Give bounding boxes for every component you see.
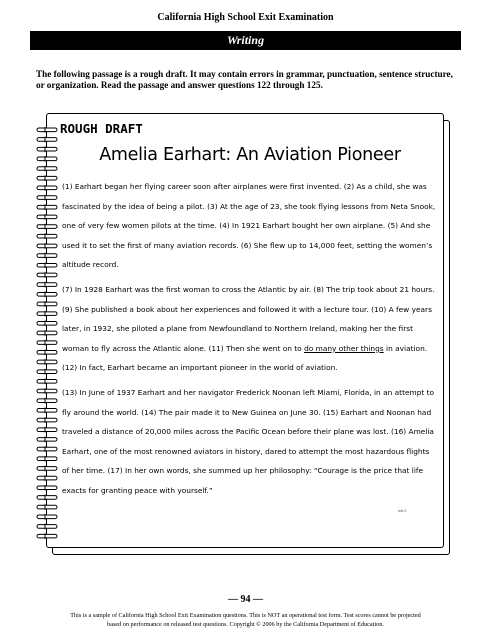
- footer-disclaimer: [30, 611, 461, 629]
- binding-ring: [37, 427, 57, 433]
- binding-ring: [37, 437, 57, 443]
- binding-ring: [37, 495, 57, 501]
- spiral-binding: [36, 124, 60, 540]
- binding-ring: [37, 485, 57, 491]
- binding-ring: [37, 359, 57, 365]
- binding-ring: [37, 379, 57, 385]
- binding-ring: [37, 127, 57, 133]
- paragraph-1: (1) Earhart began her flying career soon after airplanes were first invented. (2) As a child, she was fascinated by the idea of being a pilot. (3) At the age of 23, she took flying lessons from Neta Snook, one of very few women pilots at the time. (4) In 1921 Earhart bought her own airplane. (5) And she used it to set the first of many aviation records. (6) She flew up to 14,000 feet, setting the women’s altitude record.: [62, 182, 436, 270]
- binding-ring: [37, 175, 57, 181]
- binding-ring: [37, 137, 57, 143]
- binding-ring: [37, 233, 57, 239]
- binding-ring: [37, 340, 57, 346]
- paragraph-2-start: (7) In 1928 Earhart was the first woman to cross the Atlantic by air. (8) The trip took about 21 hours. (9) She published a book about her experiences and followed it with a lecture tour. (10) A few years later, in 1932, she piloted a plane from Newfoundland to Northern Ireland, making her the first woman to fly across the Atlantic alone. (11) Then she went on to: [62, 284, 435, 353]
- binding-ring: [37, 417, 57, 423]
- binding-ring: [37, 146, 57, 152]
- binding-ring: [37, 291, 57, 297]
- essay-title: Amelia Earhart: An Aviation Pioneer: [99, 145, 401, 165]
- footer-line-2: based on performance on released test questions. Copyright © 2006 by the California Department of Education.: [107, 621, 384, 628]
- binding-ring: [37, 350, 57, 356]
- binding-ring: [37, 204, 57, 210]
- binding-ring: [37, 311, 57, 317]
- binding-ring: [37, 243, 57, 249]
- binding-ring: [37, 272, 57, 278]
- underlined-phrase: do many other things: [304, 343, 384, 353]
- rough-draft-label: ROUGH DRAFT: [60, 121, 143, 136]
- binding-ring: [37, 282, 57, 288]
- binding-ring: [37, 262, 57, 268]
- binding-ring: [37, 466, 57, 472]
- binding-ring: [37, 224, 57, 230]
- binding-ring: [37, 475, 57, 481]
- binding-ring: [37, 504, 57, 510]
- binding-ring: [37, 369, 57, 375]
- binding-ring: [37, 533, 57, 539]
- paragraph-3: (13) In June of 1937 Earhart and her navigator Frederick Noonan left Miami, Florida, in an attempt to fly around the world. (14) The pair made it to New Guinea on June 30. (15) Earhart and Noonan had traveled a distance of 20,000 miles across the Pacific Ocean before their plane was lost. (16) Amelia Earhart, one of the most renowned aviators in history, dared to attempt the most hazardous flights of her time. (17) In her own words, she summed up her philosophy: “Courage is the price that life exacts for granting peace with yourself.”: [62, 387, 435, 495]
- binding-ring: [37, 446, 57, 452]
- binding-ring: [37, 398, 57, 404]
- item-code: wtr.2: [398, 508, 407, 513]
- page-number: — 94 —: [228, 594, 263, 605]
- binding-ring: [37, 166, 57, 172]
- binding-ring: [37, 185, 57, 191]
- paragraph-2-end: in aviation. (12) In fact, Earhart became an important pioneer in the world of aviation.: [62, 343, 428, 373]
- binding-ring: [37, 156, 57, 162]
- binding-ring: [37, 253, 57, 259]
- exam-title: California High School Exit Examination: [157, 12, 334, 23]
- binding-ring: [37, 408, 57, 414]
- binding-ring: [37, 214, 57, 220]
- binding-ring: [37, 514, 57, 520]
- binding-ring: [37, 301, 57, 307]
- binding-ring: [37, 195, 57, 201]
- binding-ring: [37, 524, 57, 530]
- section-banner: Writing: [30, 31, 461, 50]
- binding-ring: [37, 388, 57, 394]
- binding-ring: [37, 330, 57, 336]
- paragraph-2: [62, 280, 436, 378]
- binding-ring: [37, 456, 57, 462]
- instructions-text: The following passage is a rough draft. It may contain errors in grammar, punctuation, sentence structure, or organization. Read the passage and answer questions 122 through 125.: [36, 69, 453, 90]
- essay-body: [62, 177, 436, 506]
- footer-line-1: This is a sample of California High School Exit Examination questions. This is NOT an operational test form. Test scores cannot be projected: [70, 612, 421, 619]
- binding-ring: [37, 320, 57, 326]
